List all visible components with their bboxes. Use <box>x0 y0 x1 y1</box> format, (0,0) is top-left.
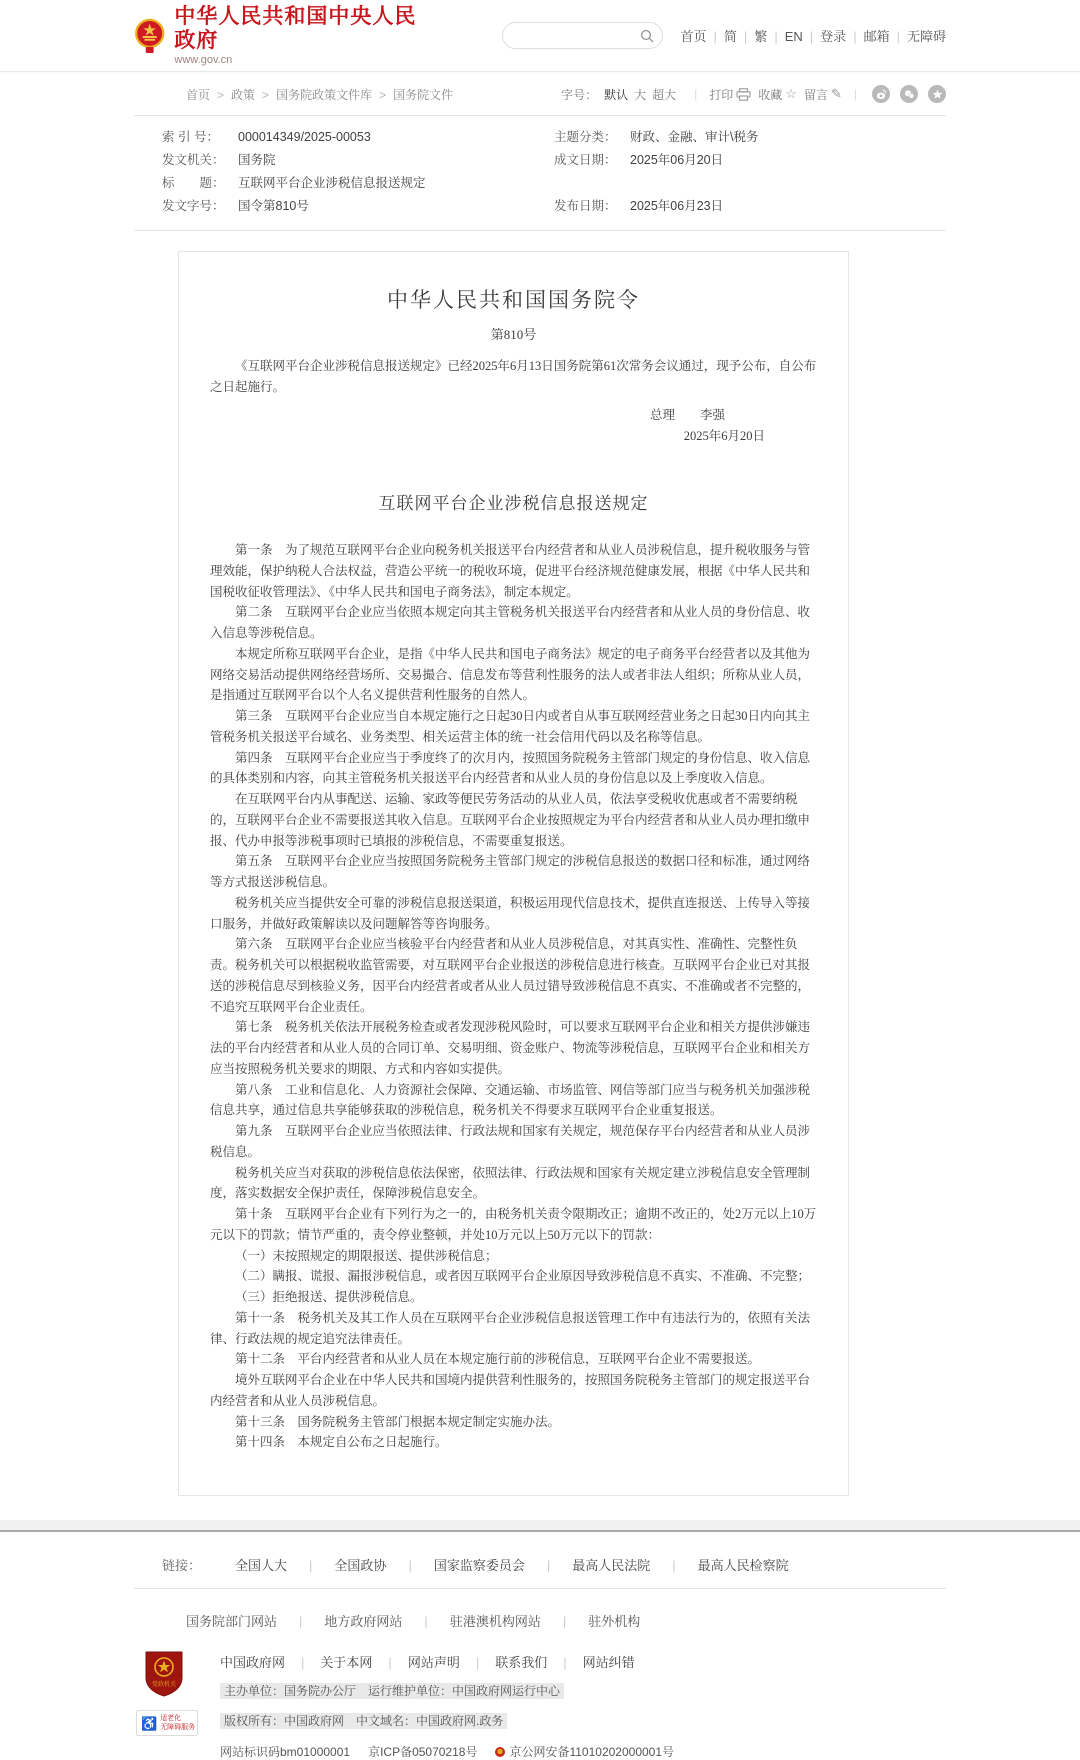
footer-bottom-nav-link[interactable]: 中国政府网 <box>220 1655 286 1670</box>
svg-text:党政机关: 党政机关 <box>151 1682 177 1688</box>
search-box[interactable] <box>502 22 662 49</box>
meta-row <box>162 195 946 218</box>
decree-intro: 《互联网平台企业涉税信息报送规定》已经2025年6月13日国务院第61次常务会议通过，现予公布，自公布之日起施行。 <box>210 359 817 395</box>
meta-label: 主题分类： <box>554 130 617 144</box>
regulation-paragraph: 第九条 互联网平台企业应当依照法律、行政法规和国家有关规定，规范保存平台内经营者和从业人员涉税信息。 <box>210 1124 811 1159</box>
document-meta <box>134 115 946 231</box>
breadcrumb-link[interactable]: > 国务院文件 <box>372 88 453 102</box>
decree-date: 2025年6月20日 <box>683 428 765 443</box>
regulation-paragraph: 第八条 工业和信息化、人力资源社会保障、交通运输、市场监管、网信等部门应当与税务机关加强涉税信息共享，通过信息共享能够获取的涉税信息，税务机关不得要求互联网平台企业重复报送。 <box>210 1082 811 1118</box>
breadcrumb-link[interactable]: 首页 <box>186 87 211 102</box>
divider: | <box>694 87 698 101</box>
footer-link[interactable]: 全国人大 <box>235 1558 288 1573</box>
breadcrumb-link[interactable]: > 政策 <box>210 88 255 102</box>
weibo-icon <box>876 89 887 100</box>
accessibility-service-button[interactable] <box>136 1710 198 1736</box>
meta-value: 财政、金融、审计\税务 <box>630 130 759 144</box>
police-badge-icon <box>495 1747 505 1757</box>
host-unit-line: 主办单位：国务院办公厅 运行维护单位：中国政府网运行中心 <box>220 1683 564 1699</box>
decree-title: 中华人民共和国国务院令 <box>387 288 640 312</box>
share-qzone-button[interactable] <box>928 85 946 103</box>
decree-number: 第810号 <box>490 327 537 342</box>
footer-dept-link[interactable]: | 地方政府网站 <box>277 1614 402 1629</box>
footer-dept-link[interactable]: | 驻港澳机构网站 <box>402 1614 540 1629</box>
meta-label: 标 题： <box>162 176 225 190</box>
copyright-line: 版权所有：中国政府网 中文域名：中国政府网.政务 <box>220 1713 507 1729</box>
share-weibo-button[interactable] <box>872 85 890 103</box>
header-nav-link[interactable]: 首页 <box>680 29 707 44</box>
meta-label: 索 引 号： <box>162 130 219 144</box>
regulation-paragraph: 第二条 互联网平台企业应当依照本规定向其主管税务机关报送平台内经营者和从业人员的身份信息、收入信息等涉税信息。 <box>210 605 811 640</box>
toolbar-row <box>0 72 1080 109</box>
site-footer <box>0 1532 1080 1760</box>
search-input[interactable] <box>515 28 639 44</box>
meta-label: 发文字号： <box>162 199 225 213</box>
regulation-paragraph: 第十一条 税务机关及其工作人员在互联网平台企业涉税信息报送管理工作中有违法行为的，依照有关法律、行政法规的规定追究法律责任。 <box>210 1310 811 1346</box>
meta-label: 发文机关： <box>162 153 225 167</box>
meta-value: 国令第810号 <box>238 199 309 213</box>
site-title: 中华人民共和国中央人民政府 <box>174 4 417 52</box>
site-url: www.gov.cn <box>174 54 233 67</box>
font-size-option[interactable]: 默认 <box>604 87 629 102</box>
regulation-paragraph: 境外互联网平台企业在中华人民共和国境内提供营利性服务的，按照国务院税务主管部门的规定报送平台内经营者和从业人员涉税信息。 <box>210 1373 811 1408</box>
regulation-paragraph: 第十四条 本规定自公布之日起施行。 <box>235 1435 448 1450</box>
footer-bottom-nav-link[interactable]: | 关于本网 <box>285 1655 372 1670</box>
document-body <box>178 251 849 1496</box>
regulation-paragraph: （一）未按照规定的期限报送、提供涉税信息； <box>235 1248 498 1263</box>
footer-dept-link[interactable]: 国务院部门网站 <box>186 1614 278 1629</box>
footer-link[interactable]: | 国家监察委员会 <box>386 1558 524 1573</box>
regulation-paragraph: 税务机关应当提供安全可靠的涉税信息报送渠道，积极运用现代信息技术，提供直连报送、上传导入等接口服务，并做好政策解读以及问题解答等咨询服务。 <box>210 895 811 931</box>
header-nav-link[interactable]: | 无障碍 <box>890 29 946 44</box>
site-header <box>0 0 1080 72</box>
regulation-paragraph: 第四条 互联网平台企业应当于季度终了的次月内，按照国务院税务主管部门规定的身份信息、收入信息的具体类别和内容，向其主管税务机关报送平台内经营者和从业人员的身份信息以及上季度收入信息。 <box>210 750 811 786</box>
footer-link[interactable]: | 最高人民法院 <box>525 1558 650 1573</box>
header-nav-link[interactable]: | 简 <box>707 29 737 44</box>
breadcrumb <box>186 86 453 103</box>
meta-value: 000014349/2025-00053 <box>238 130 371 144</box>
font-size-option[interactable]: 大 <box>634 87 647 102</box>
footer-bottom-nav-link[interactable]: | 网站纠错 <box>547 1655 634 1670</box>
site-code: 网站标识码bm01000001 <box>220 1745 351 1759</box>
regulation-paragraph: 第三条 互联网平台企业应当自本规定施行之日起30日内或者自从事互联网经营业务之日起30日内向其主管税务机关报送平台域名、业务类型、相关运营主体的统一社会信用代码以及名称等信息。 <box>210 709 811 744</box>
qzone-star-icon <box>932 89 943 100</box>
footer-bottom-nav <box>220 1652 946 1671</box>
meta-row <box>162 172 946 195</box>
regulation-paragraph: （三）拒绝报送、提供涉税信息。 <box>235 1290 423 1304</box>
regulation-paragraph: 第十条 互联网平台企业有下列行为之一的，由税务机关责令限期改正；逾期不改正的，处2万元以上10万元以下的罚款；情节严重的，责令停业整顿，并处10万元以上50万元以下的罚款： <box>210 1207 817 1242</box>
comment-button[interactable]: 留言 ✎ <box>803 86 842 102</box>
icp-record-link[interactable]: 京ICP备05070218号 <box>368 1745 478 1759</box>
regulation-paragraph: 第十二条 平台内经营者和从业人员在本规定施行前的涉税信息，互联网平台企业不需要报送。 <box>235 1352 761 1367</box>
search-icon[interactable] <box>640 29 654 43</box>
meta-value: 2025年06月20日 <box>630 153 724 167</box>
regulation-paragraph: 税务机关应当对获取的涉税信息依法保密，依照法律、行政法规和国家有关规定建立涉税信息安全管理制度，落实数据安全保护责任，保障涉税信息安全。 <box>210 1165 811 1201</box>
regulation-paragraphs <box>210 540 817 1453</box>
regulation-paragraph: 第六条 互联网平台企业应当核验平台内经营者和从业人员涉税信息，对其真实性、准确性、完整性负责。税务机关可以根据税收监管需要，对互联网平台企业报送的涉税信息进行核查。互联网平台企业已对其报送的涉税信息尽到核验义务，因平台内经营者或者从业人员过错导致涉税信息不真实、不准确或者不完整的，不追究互联网平台企业责任。 <box>210 937 811 1014</box>
font-size-option[interactable]: 超大 <box>652 87 677 102</box>
meta-value: 国务院 <box>238 153 276 167</box>
footer-links <box>235 1555 789 1574</box>
print-button[interactable]: 打印 <box>709 86 751 103</box>
share-wechat-button[interactable] <box>900 85 918 103</box>
header-nav-link[interactable]: | 邮箱 <box>846 29 889 44</box>
regulation-paragraph: 在互联网平台内从事配送、运输、家政等便民劳务活动的从业人员，依法享受税收优惠或者不需要纳税的，互联网平台企业不需要报送其收入信息。互联网平台企业按照规定为平台内经营者和从业人员办理扣缴申报、代办申报等涉税事项时已填报的涉税信息，不需要重复报送。 <box>210 792 811 848</box>
regulation-paragraph: 第七条 税务机关依法开展税务检查或者发现涉税风险时，可以要求互联网平台企业和相关方提供涉嫌违法的平台内经营者和从业人员的合同订单、交易明细、资金账户、物流等涉税信息，互联网平台企业和相关方应当按照税务机关要求的期限、方式和内容如实提供。 <box>210 1020 811 1076</box>
meta-row <box>162 149 946 172</box>
wechat-icon <box>904 89 915 100</box>
footer-dept-link[interactable]: | 驻外机构 <box>541 1614 640 1629</box>
regulation-paragraph: 第十三条 国务院税务主管部门根据本规定制定实施办法。 <box>235 1414 561 1429</box>
regulation-paragraph: 本规定所称互联网平台企业，是指《中华人民共和国电子商务法》规定的电子商务平台经营者以及其他为网络交易活动提供网络经营场所、交易撮合、信息发布等营利性服务的法人或者非法人组织；所称从业人员，是指通过互联网平台以个人名义提供营利性服务的自然人。 <box>210 646 811 703</box>
footer-bottom-nav-link[interactable]: | 联系我们 <box>460 1655 547 1670</box>
printer-icon <box>736 88 751 101</box>
meta-label: 发布日期： <box>554 199 617 213</box>
font-size-label: 字号： <box>561 87 598 102</box>
meta-label <box>554 172 630 195</box>
star-icon: ☆ <box>785 86 797 101</box>
header-nav <box>681 26 947 45</box>
header-nav-link[interactable]: | 登录 <box>803 29 846 44</box>
government-badge-icon <box>144 1650 184 1698</box>
regulation-paragraph: 第一条 为了规范互联网平台企业向税务机关报送平台内经营者和从业人员涉税信息，提升税收服务与管理效能，保护纳税人合法权益，营造公平统一的税收环境，促进平台经济规范健康发展，根据《中华人民共和国税收征收管理法》、《中华人民共和国电子商务法》，制定本规定。 <box>210 543 811 599</box>
footer-link[interactable]: | 最高人民检察院 <box>650 1558 788 1573</box>
regulation-paragraph: （二）瞒报、谎报、漏报涉税信息，或者因互联网平台企业原因导致涉税信息不真实、不准确、不完整； <box>235 1269 811 1284</box>
national-emblem-icon <box>134 15 165 57</box>
meta-value: 2025年06月23日 <box>630 199 724 213</box>
decree-signature: 总理 李强 <box>649 407 725 422</box>
footer-dept-links <box>134 1589 946 1634</box>
accessibility-label-2: 无障碍服务 <box>160 1724 196 1732</box>
pencil-icon: ✎ <box>830 86 842 101</box>
wheelchair-icon: ♿ <box>141 1715 158 1731</box>
breadcrumb-link[interactable]: > 国务院政策文件库 <box>255 88 372 102</box>
regulation-paragraph: 第五条 互联网平台企业应当按照国务院税务主管部门规定的涉税信息报送的数据口径和标准，通过网络等方式报送涉税信息。 <box>210 854 811 889</box>
accessibility-label-1: 适老化 <box>160 1715 182 1722</box>
site-logo[interactable] <box>134 5 424 66</box>
footer-bottom-nav-link[interactable]: | 网站声明 <box>372 1655 459 1670</box>
divider: | <box>853 87 857 101</box>
regulation-title: 互联网平台企业涉税信息报送规定 <box>378 494 649 513</box>
police-record[interactable] <box>495 1743 674 1760</box>
police-record-link[interactable]: 京公网安备11010202000001号 <box>509 1745 675 1759</box>
meta-label: 成文日期： <box>554 153 617 167</box>
footer-link[interactable]: | 全国政协 <box>287 1558 386 1573</box>
header-nav-link[interactable]: | EN <box>767 29 802 44</box>
footer-links-label: 链接： <box>162 1558 202 1573</box>
header-nav-link[interactable]: | 繁 <box>737 29 767 44</box>
favorite-button[interactable]: 收藏 ☆ <box>758 86 797 102</box>
font-size-options <box>604 86 682 103</box>
content-end-divider <box>0 1520 1080 1532</box>
meta-row <box>162 126 946 149</box>
meta-value: 互联网平台企业涉税信息报送规定 <box>238 176 426 190</box>
